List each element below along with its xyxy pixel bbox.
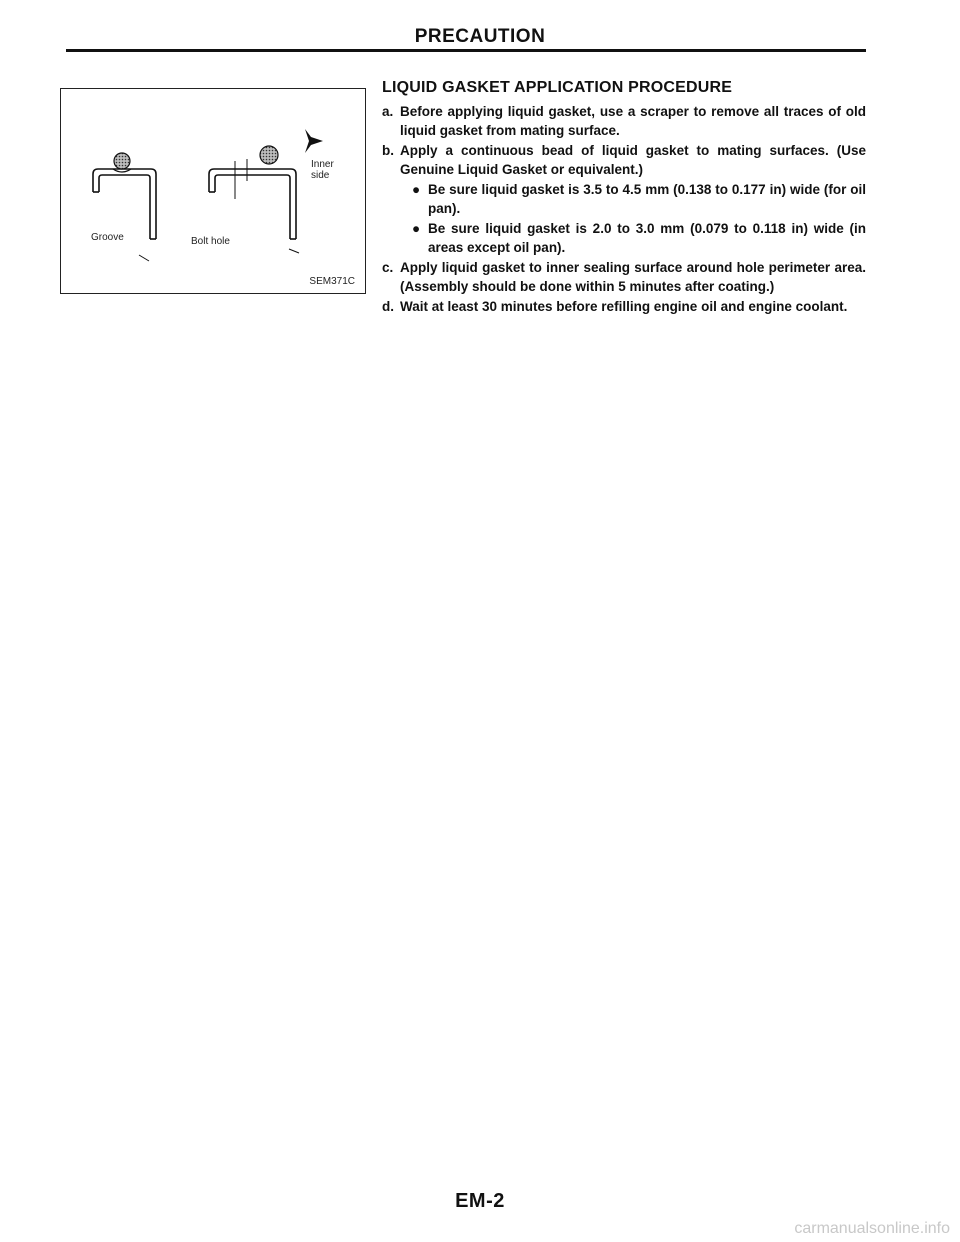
page-title: PRECAUTION bbox=[414, 26, 546, 47]
bolt-hole-flange bbox=[209, 159, 296, 239]
step-letter: a. bbox=[382, 103, 394, 119]
bolt-hole-label: Bolt hole bbox=[191, 236, 230, 247]
step-text: Apply a continuous bead of liquid gasket to mating surfaces. (Use Genuine Liquid Gasket or equivalent.) bbox=[400, 142, 866, 177]
bullet-item bbox=[400, 180, 866, 219]
gasket-diagram bbox=[60, 88, 366, 294]
page-number: EM-2 bbox=[455, 1190, 505, 1212]
bullet-text: Be sure liquid gasket is 3.5 to 4.5 mm (0.138 to 0.177 in) wide (for oil pan). bbox=[428, 181, 866, 216]
inner-side-label bbox=[311, 159, 351, 181]
step-b bbox=[382, 141, 866, 180]
groove-label: Groove bbox=[91, 232, 124, 243]
inner-side-label-line-1: Inner bbox=[311, 159, 334, 170]
footer-watermark[interactable]: carmanualsonline.info bbox=[794, 1220, 950, 1237]
groove-gasket-bead bbox=[114, 153, 130, 169]
step-d bbox=[382, 297, 866, 317]
bolt-hole-leader bbox=[289, 249, 299, 253]
bullet-icon: ● bbox=[412, 220, 421, 236]
procedure-section bbox=[382, 78, 866, 316]
inner-side-label-line-2: side bbox=[311, 170, 330, 181]
step-text: Before applying liquid gasket, use a scraper to remove all traces of old liquid gasket from mating surface. bbox=[400, 103, 866, 138]
step-letter: d. bbox=[382, 298, 394, 314]
bullet-icon: ● bbox=[412, 181, 421, 197]
bullet-text: Be sure liquid gasket is 2.0 to 3.0 mm (0.079 to 0.118 in) wide (in areas except oil pan). bbox=[428, 220, 866, 255]
step-a bbox=[382, 102, 866, 141]
groove-flange bbox=[93, 169, 156, 239]
groove-leader bbox=[139, 255, 149, 261]
step-letter: c. bbox=[382, 259, 394, 275]
inner-side-arrow-icon bbox=[305, 129, 323, 153]
step-text: Apply liquid gasket to inner sealing surface around hole perimeter area. (Assembly should be done within 5 minutes after coating.) bbox=[400, 259, 866, 294]
title-divider bbox=[66, 49, 866, 52]
step-letter: b. bbox=[382, 142, 394, 158]
bolt-hole-gasket-bead bbox=[260, 146, 278, 164]
gasket-diagram-illustration bbox=[61, 89, 367, 295]
step-c bbox=[382, 258, 866, 297]
figure-code: SEM371C bbox=[309, 276, 355, 287]
bullet-item bbox=[400, 219, 866, 258]
step-text: Wait at least 30 minutes before refilling engine oil and engine coolant. bbox=[400, 298, 848, 314]
section-heading: LIQUID GASKET APPLICATION PROCEDURE bbox=[382, 79, 733, 96]
